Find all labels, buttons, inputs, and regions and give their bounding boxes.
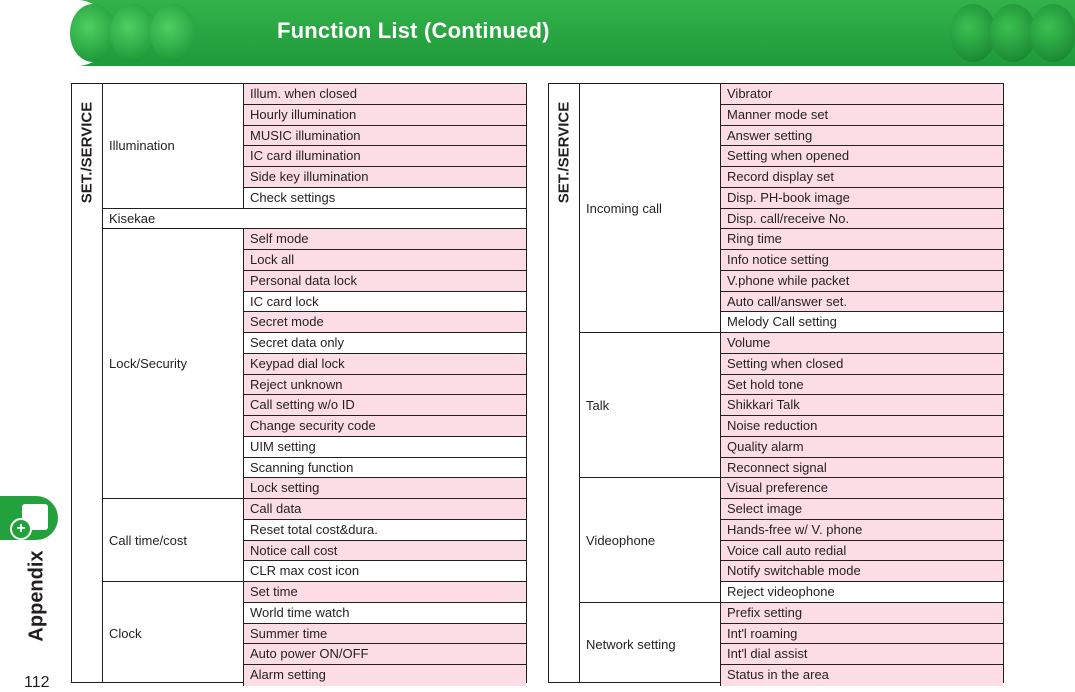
function-item: Lock setting [243, 478, 526, 499]
function-item: Info notice setting [720, 250, 1003, 271]
function-item: Set time [243, 582, 526, 603]
category-cell: Clock [109, 626, 142, 642]
function-item: Keypad dial lock [243, 354, 526, 375]
page-title: Function List (Continued) [277, 18, 550, 43]
category-cell: Kisekae [103, 209, 526, 230]
header-banner [70, 0, 1075, 66]
function-item: Manner mode set [720, 105, 1003, 126]
function-item: Int'l dial assist [720, 644, 1003, 665]
function-table-left [71, 83, 527, 683]
function-item: Alarm setting [243, 665, 526, 686]
function-item: Record display set [720, 167, 1003, 188]
vertical-category-label: SET./SERVICE [549, 84, 580, 682]
function-item: Auto call/answer set. [720, 292, 1003, 313]
function-item: Lock all [243, 250, 526, 271]
function-item: Hands-free w/ V. phone [720, 520, 1003, 541]
function-item: Noise reduction [720, 416, 1003, 437]
page-number: 112 [24, 674, 50, 691]
function-item: Secret data only [243, 333, 526, 354]
function-item: Disp. call/receive No. [720, 209, 1003, 230]
category-cell: Network setting [586, 636, 676, 652]
function-item: IC card lock [243, 292, 526, 313]
function-item: Reset total cost&dura. [243, 520, 526, 541]
function-item: Answer setting [720, 126, 1003, 147]
function-item: Visual preference [720, 478, 1003, 499]
function-item: Reconnect signal [720, 458, 1003, 479]
function-item: Call setting w/o ID [243, 395, 526, 416]
function-item: Voice call auto redial [720, 541, 1003, 562]
function-item: Summer time [243, 624, 526, 645]
function-item: V.phone while packet [720, 271, 1003, 292]
category-cell: Illumination [103, 84, 243, 209]
header-bubble-decoration [1030, 4, 1075, 62]
function-item: Notice call cost [243, 541, 526, 562]
function-item: World time watch [243, 603, 526, 624]
plus-icon: + [10, 518, 32, 540]
function-item: MUSIC illumination [243, 126, 526, 147]
function-item: Self mode [243, 229, 526, 250]
function-item: IC card illumination [243, 146, 526, 167]
function-item: Quality alarm [720, 437, 1003, 458]
function-item: UIM setting [243, 437, 526, 458]
function-item: Setting when closed [720, 354, 1003, 375]
section-label: Appendix [25, 550, 48, 642]
function-item: Notify switchable mode [720, 561, 1003, 582]
function-item: Shikkari Talk [720, 395, 1003, 416]
function-item: Reject videophone [720, 582, 1003, 603]
function-item: Personal data lock [243, 271, 526, 292]
category-cell: Incoming call [580, 84, 720, 333]
function-item: Ring time [720, 229, 1003, 250]
function-item: Call data [243, 499, 526, 520]
function-item: Auto power ON/OFF [243, 644, 526, 665]
function-item: Disp. PH-book image [720, 188, 1003, 209]
function-item: Illum. when closed [243, 84, 526, 105]
category-cell: Talk [580, 333, 720, 478]
vertical-category-label: SET./SERVICE [72, 84, 103, 682]
function-item: Change security code [243, 416, 526, 437]
function-item: Setting when opened [720, 146, 1003, 167]
category-cell: Videophone [580, 478, 720, 603]
function-item: Scanning function [243, 458, 526, 479]
function-item: Side key illumination [243, 167, 526, 188]
header-bubble-decoration [150, 4, 196, 62]
function-item: Prefix setting [720, 603, 1003, 624]
function-item: Vibrator [720, 84, 1003, 105]
function-item: Int'l roaming [720, 624, 1003, 645]
function-item: Reject unknown [243, 375, 526, 396]
function-item: Set hold tone [720, 375, 1003, 396]
function-item: Hourly illumination [243, 105, 526, 126]
function-item: Volume [720, 333, 1003, 354]
category-cell: Lock/Security [103, 229, 243, 499]
function-item: CLR max cost icon [243, 561, 526, 582]
function-item: Select image [720, 499, 1003, 520]
function-item: Melody Call setting [720, 312, 1003, 333]
function-table-right [548, 83, 1004, 683]
function-item: Status in the area [720, 665, 1003, 686]
category-cell: Call time/cost [103, 499, 243, 582]
function-item: Secret mode [243, 312, 526, 333]
function-item: Check settings [243, 188, 526, 209]
